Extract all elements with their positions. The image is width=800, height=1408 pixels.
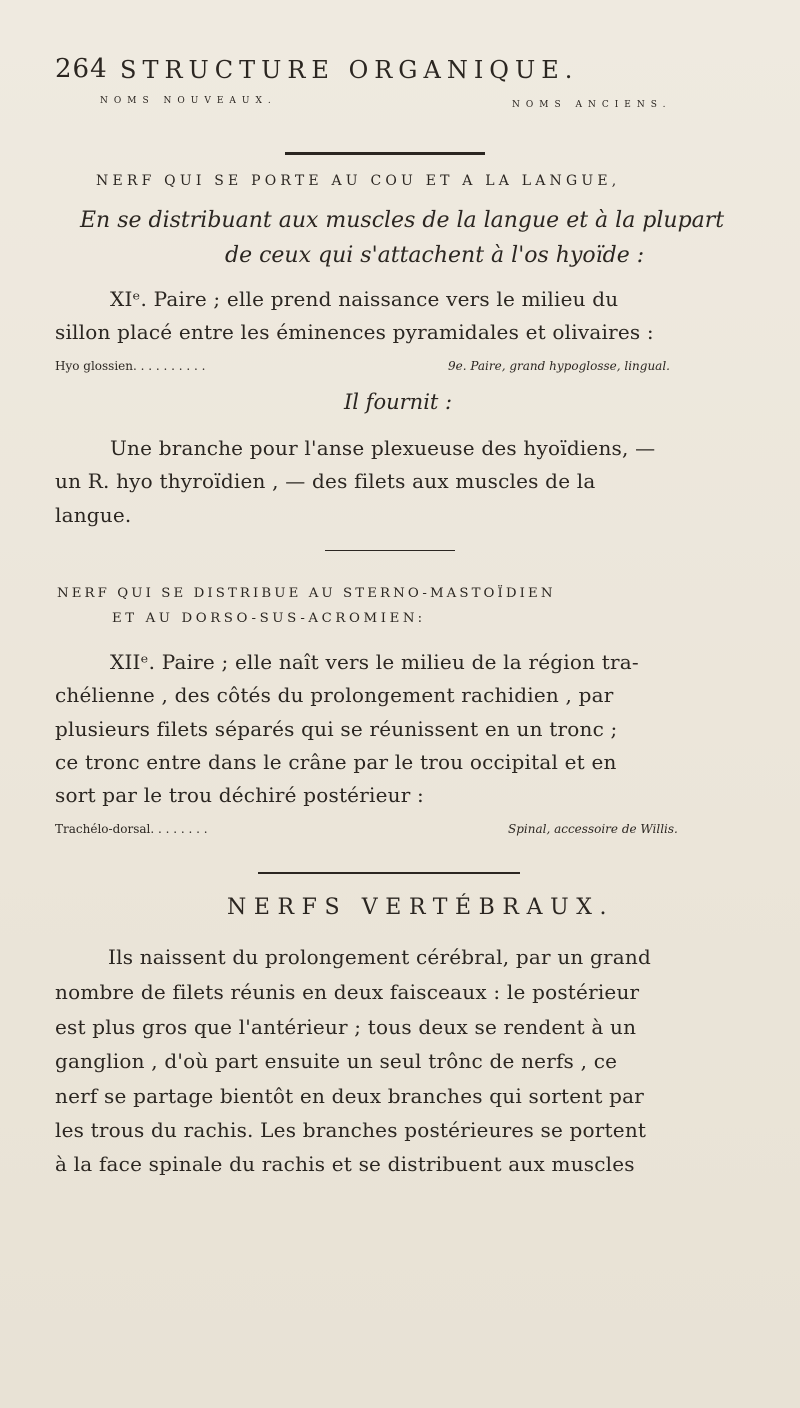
section-divider: [325, 550, 455, 551]
new-names-column-heading: NOMS NOUVEAUX.: [100, 96, 277, 106]
body-text-line: à la face spinale du rachis et se distribuent aux muscles: [55, 1152, 635, 1176]
page-number: 264: [55, 54, 108, 84]
body-text-line: sort par le trou déchiré postérieur :: [55, 783, 424, 807]
section-heading-hypoglossal: NERF QUI SE PORTE AU COU ET A LA LANGUE,: [96, 173, 621, 189]
nomenclature-new-name: Trachélo-dorsal. . . . . . . .: [55, 822, 208, 836]
nomenclature-old-name: Spinal, accessoire de Willis.: [508, 822, 678, 836]
section-subtitle-line: En se distribuant aux muscles de la langue et à la plupart: [80, 208, 725, 233]
section-heading-spinal-accessory: NERF QUI SE DISTRIBUE AU STERNO-MASTOÏDIEN: [57, 586, 556, 601]
body-text-line: plusieurs filets séparés qui se réunissent en un tronc ;: [55, 717, 618, 741]
body-text-line: langue.: [55, 503, 132, 527]
old-names-column-heading: NOMS ANCIENS.: [512, 100, 672, 110]
body-text-line: un R. hyo thyroïdien , — des filets aux muscles de la: [55, 469, 596, 493]
sub-heading: Il fournit :: [344, 390, 453, 414]
body-text-line: Ils naissent du prolongement cérébral, par un grand: [108, 945, 652, 969]
body-text-line: sillon placé entre les éminences pyramidales et olivaires :: [55, 320, 654, 344]
running-title: STRUCTURE ORGANIQUE.: [120, 56, 579, 84]
section-subtitle-line: de ceux qui s'attachent à l'os hyoïde :: [225, 243, 645, 268]
body-text-line: ganglion , d'où part ensuite un seul trônc de nerfs , ce: [55, 1049, 618, 1073]
page-header: [55, 54, 755, 94]
body-text-line: Une branche pour l'anse plexueuse des hyoïdiens, —: [110, 436, 656, 460]
body-text-line: est plus gros que l'antérieur ; tous deux se rendent à un: [55, 1015, 637, 1039]
body-text-line: les trous du rachis. Les branches postérieures se portent: [55, 1118, 647, 1142]
body-text-line: XIIᵉ. Paire ; elle naît vers le milieu de la région tra-: [110, 650, 639, 674]
body-text-line: chélienne , des côtés du prolongement rachidien , par: [55, 683, 614, 707]
body-text-line: XIᵉ. Paire ; elle prend naissance vers le milieu du: [110, 287, 619, 311]
section-divider: [258, 872, 520, 874]
section-heading-spinal-accessory-cont: ET AU DORSO-SUS-ACROMIEN:: [112, 611, 426, 626]
body-text-line: ce tronc entre dans le crâne par le trou occipital et en: [55, 750, 617, 774]
body-text-line: nerf se partage bientôt en deux branches qui sortent par: [55, 1084, 645, 1108]
section-heading-vertebral-nerves: NERFS VERTÉBRAUX.: [227, 895, 615, 920]
nomenclature-old-name: 9e. Paire, grand hypoglosse, lingual.: [448, 359, 670, 373]
nomenclature-new-name: Hyo glossien. . . . . . . . . .: [55, 359, 206, 373]
header-rule: [285, 152, 485, 155]
body-text-line: nombre de filets réunis en deux faisceaux : le postérieur: [55, 980, 640, 1004]
